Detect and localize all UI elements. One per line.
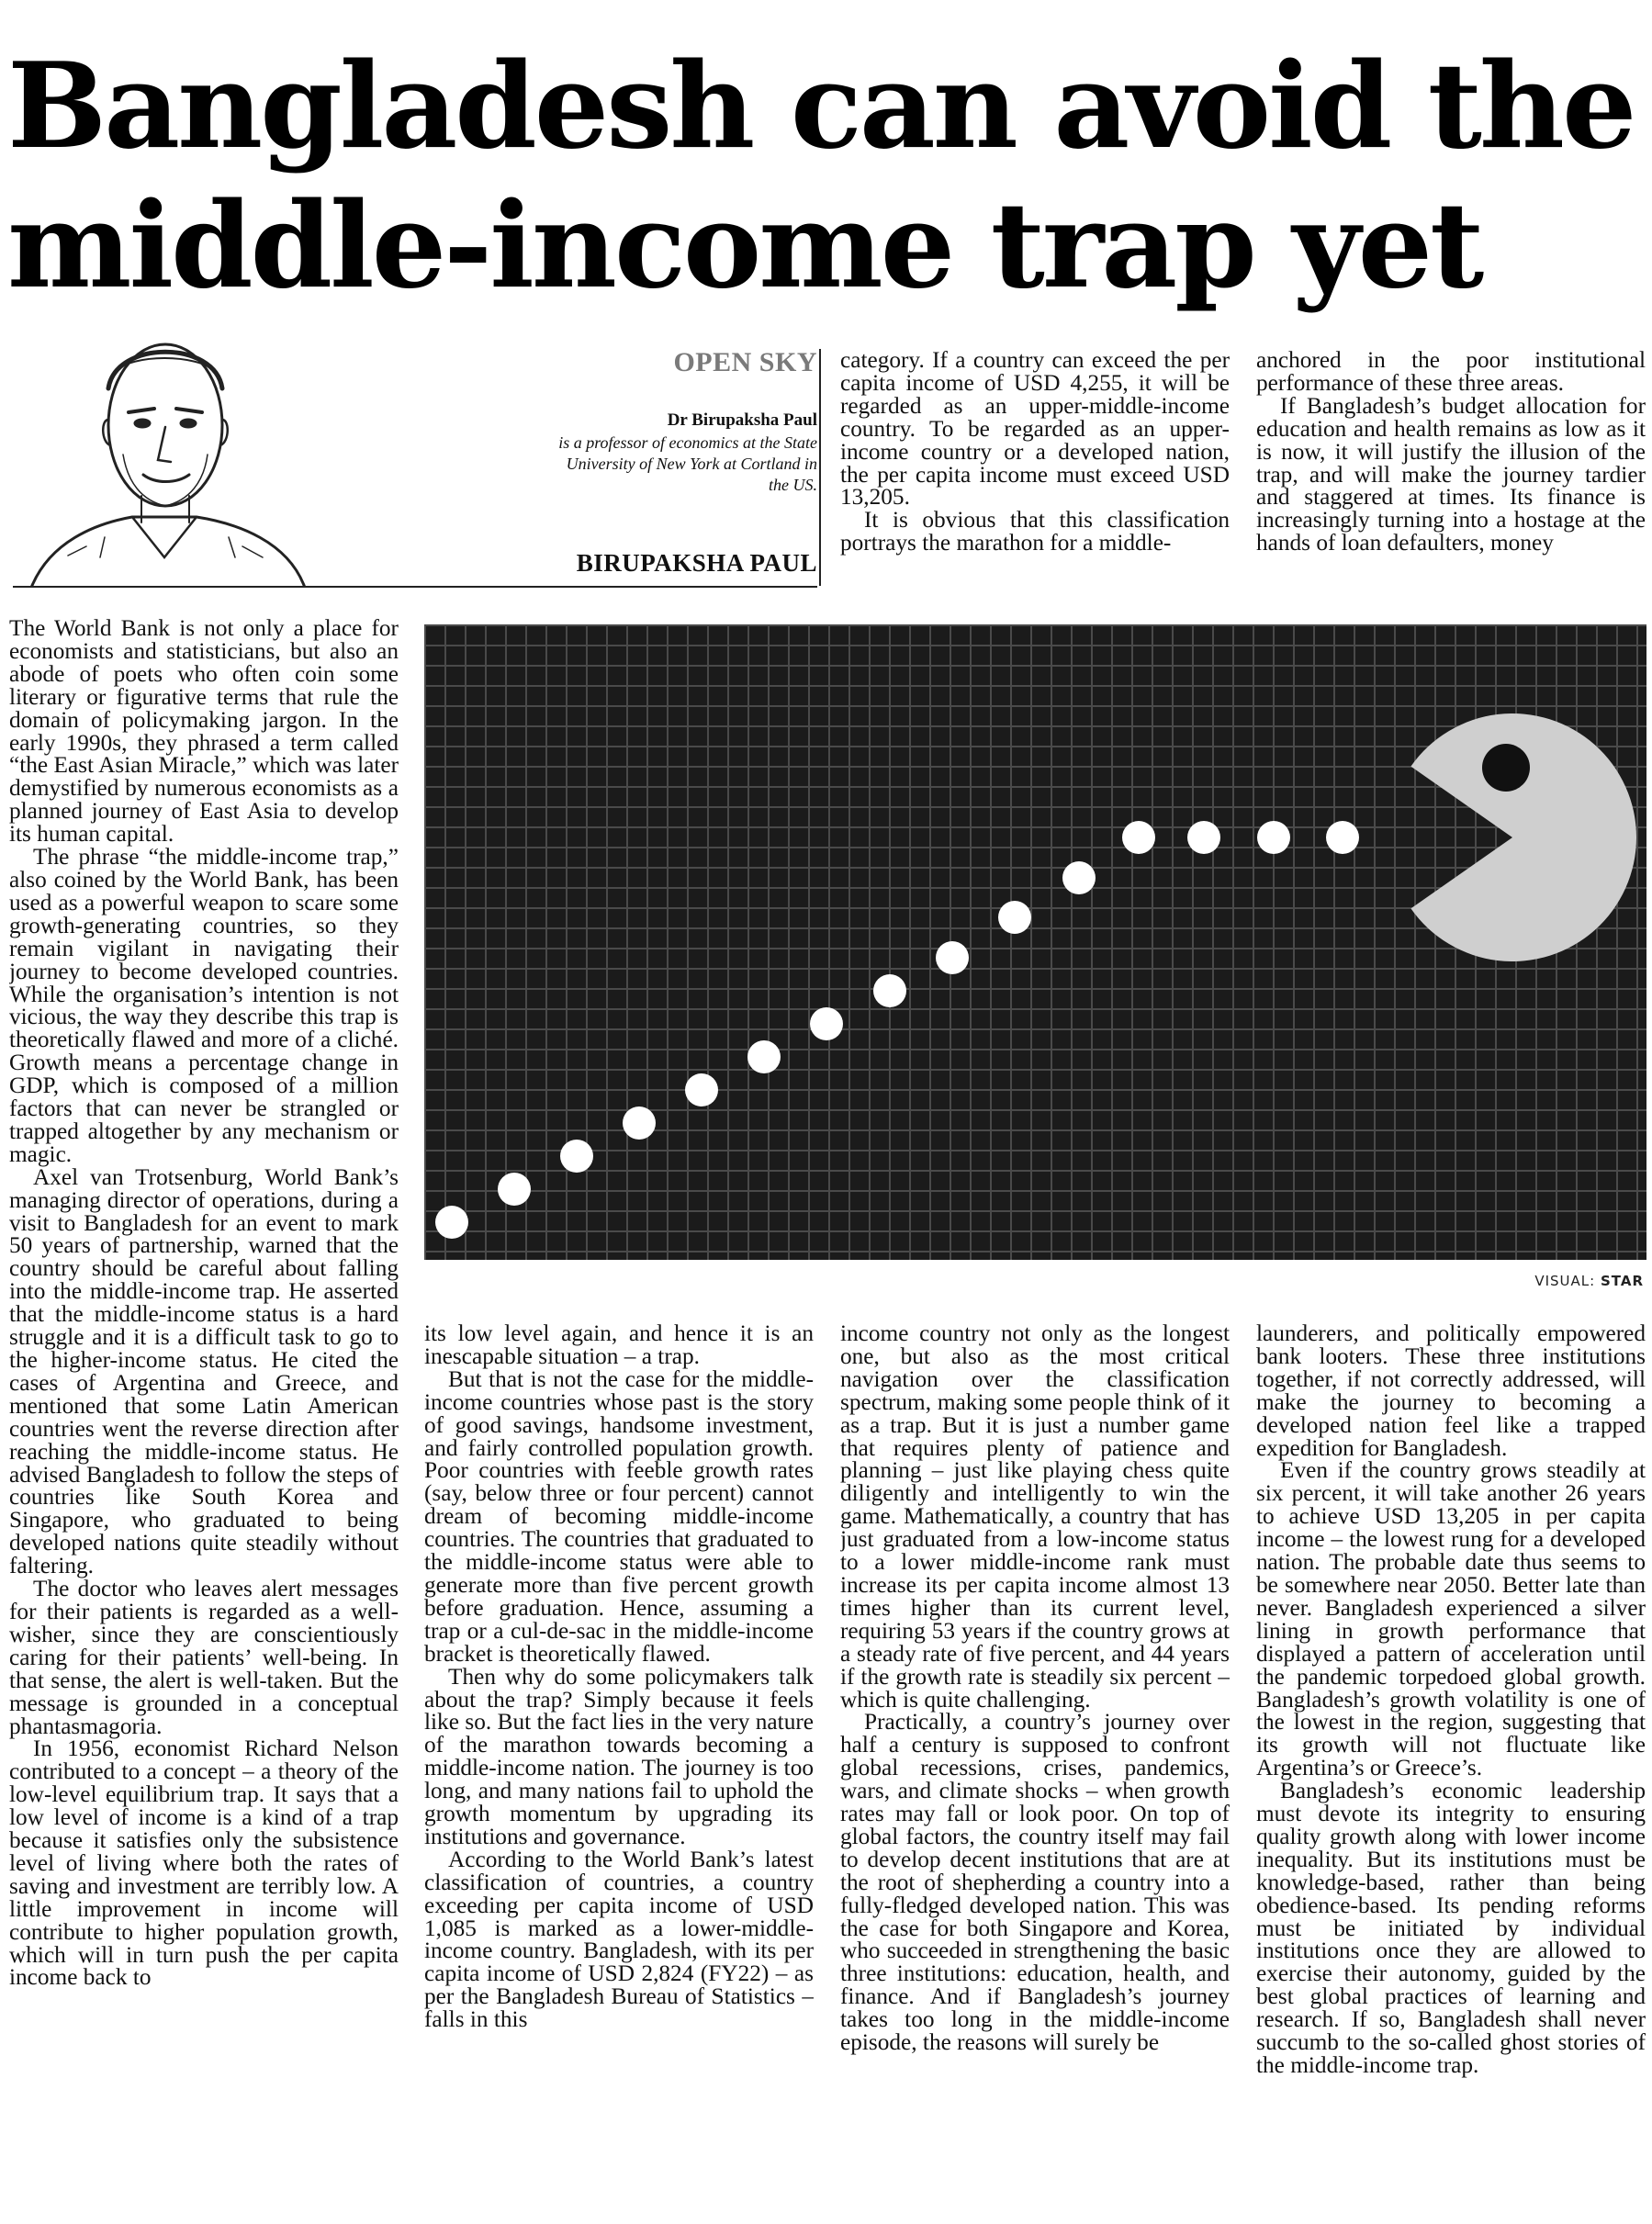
paragraph: Even if the country grows steadily at six percent, it will take another 26 years to achieve USD 13,205 in per capita income – the lowest rung for a developed nation. The probable date thus seems to be somewhere near 2050. Better late than never. Bangladesh experienced a silver lining in growth performance that displayed a pattern of acceleration until the pandemic torpedoed global growth. Bangladesh’s growth volatility is one of the lowest in the region, suggesting that its growth will not fluctuate like Argentina’s or Greece’s. — [1256, 1457, 1646, 1781]
paragraph: The World Bank is not only a place for economists and statisticians, but also an abode of poets who often coin some literary or figurative terms that rule the domain of policymaking jargon. In the early 1990s, they phrased a term called “the East Asian Miracle,” which was later demystified by numerous economists as a planned journey of East Asia to develop its human capital. — [9, 617, 399, 848]
body-column-3-bottom — [840, 1322, 1230, 2219]
paragraph: category. If a country can exceed the per capita income of USD 4,255, it will be regarded as an upper-middle-income country. To be regarded as an upper-income country or a developed nation, the per capita income must exceed USD 13,205. — [840, 349, 1230, 511]
paragraph: Practically, a country’s journey over half a century is supposed to confront global recessions, crises, pandemics, wars, and climate shocks – when growth rates may fall or look poor. On top of global factors, the country itself may fail to develop decent institutions that are at the root of shepherding a country into a fully-fledged developed nation. This was the case for both Singapore and Korea, who succeeded in strengthening the basic three institutions: education, health, and finance. And if Bangladesh’s journey takes too long in the middle-income episode, the reasons will surely be — [840, 1709, 1230, 2056]
pellet — [1187, 821, 1220, 854]
paragraph: anchored in the poor institutional performance of these three areas. — [1256, 349, 1646, 396]
pellet — [747, 1040, 781, 1073]
pellet — [435, 1206, 468, 1239]
pellet — [1062, 861, 1096, 894]
paragraph: launderers, and politically empowered bank looters. These three institutions together, if not correctly addressed, will make the journey to becoming a developed nation feel like a trapped expedition for Bangladesh. — [1256, 1322, 1646, 1461]
pacman-eye — [1482, 744, 1530, 792]
author-info — [551, 409, 817, 496]
author-bio: is a professor of economics at the State University of New York at Cortland in the US. — [558, 433, 817, 494]
author-portrait — [13, 317, 316, 588]
paragraph: But that is not the case for the middle-income countries whose past is the story of good savings, handsome investment, and fairly controlled population growth. Poor countries with feeble growth rates (say, below three or four percent) cannot dream of becoming middle-income countries. The countries that graduated to the middle-income status were able to generate more than five percent growth before graduation. Hence, assuming a trap or a cul-de-sac in the middle-income bracket is theoretically flawed. — [424, 1365, 814, 1667]
pellet — [998, 901, 1031, 934]
paragraph: income country not only as the longest one, but also as the most critical navigation over the classification spectrum, making some people think of it as a trap. But it is just a number game that requires plenty of patience and planning – just like playing chess quite diligently and intelligently to win the game. Mathematically, a country that has just graduated from a low-income status to a lower middle-income rank must increase its per capita income almost 13 times higher than its current level, requiring 53 years if the country grows at a steady rate of five percent, and 44 years if the growth rate is steadily six percent – which is quite challenging. — [840, 1322, 1230, 1713]
pellet — [623, 1106, 656, 1140]
pacman-svg — [424, 624, 1646, 1260]
body-column-3-top — [840, 349, 1230, 590]
paragraph: According to the World Bank’s latest classification of countries, a country exceeding per capita income of USD 1,085 is marked as a lower-middle-income country. Bangladesh, with its per capita income of USD 2,824 (FY22) – as per the Bangladesh Bureau of Statistics – falls in this — [424, 1846, 814, 2033]
headline-line-2: middle-income trap yet — [7, 177, 1482, 315]
paragraph: The doctor who leaves alert messages for their patients is regarded as a well-wisher, since they are conscientiously caring for their patients’ well-being. In that sense, the alert is well-taken. But the message is grounded in a conceptual phantasmagoria. — [9, 1576, 399, 1739]
paragraph: Axel van Trotsenburg, World Bank’s managing director of operations, during a visit to Bangladesh for an event to mark 50 years of partnership, warned that the country should be careful about falling into the middle-income trap. He asserted that the middle-income status is a hard struggle and it is a difficult task to go to the higher-income status. He cited the cases of Argentina and Greece, and mentioned that some Latin American countries went the reverse direction after reaching the middle-income status. He advised Bangladesh to follow the steps of countries like South Korea and Singapore, who graduated to being developed nations quite steadily without faltering. — [9, 1163, 399, 1579]
body-column-4-bottom — [1256, 1322, 1646, 2219]
body-column-1 — [9, 617, 399, 2219]
pellet — [685, 1073, 718, 1106]
pacman — [1410, 713, 1636, 961]
pellet — [810, 1007, 843, 1040]
byline: BIRUPAKSHA PAUL — [576, 549, 817, 577]
pellet — [560, 1140, 593, 1173]
pellet — [936, 941, 969, 974]
column-divider — [819, 349, 821, 586]
headline-line-1: Bangladesh can avoid the — [7, 38, 1635, 175]
author-section-rule — [13, 586, 817, 588]
pellet — [873, 974, 906, 1007]
paragraph: its low level again, and hence it is an inescapable situation – a trap. — [424, 1322, 814, 1369]
author-name: Dr Birupaksha Paul — [667, 410, 817, 430]
pacman-illustration — [424, 624, 1646, 1260]
headline — [7, 37, 1642, 316]
body-column-4-top — [1256, 349, 1646, 590]
paragraph: It is obvious that this classification portrays the marathon for a middle- — [840, 507, 1230, 556]
paragraph: In 1956, economist Richard Nelson contributed to a concept – a theory of the low-level equilibrium trap. It says that a low level of income is a kind of a trap because it satisfies only the subsistence level of living where both the rates of saving and investment are terribly low. A little improvement in income will contribute to higher population growth, which will in turn push the per capita income back to — [9, 1735, 399, 1991]
pellet — [1326, 821, 1359, 854]
paragraph: The phrase “the middle-income trap,” also coined by the World Bank, has been used as a powerful weapon to scare some growth-generating countries, so they remain vigilant in navigating their journey to become developed countries. While the organisation’s intention is not vicious, the way they describe this trap is theoretically flawed and more of a cliché. Growth means a percentage change in GDP, which is composed of a million factors that can never be strangled or trapped altogether by any mechanism or magic. — [9, 844, 399, 1167]
visual-credit-source: STAR — [1600, 1273, 1644, 1289]
pellet — [1257, 821, 1290, 854]
paragraph: If Bangladesh’s budget allocation for education and health remains as low as it is now, it will justify the illusion of the trap, and will make the journey tardier and staggered at times. Its finance is increasingly turning into a hostage at the hands of loan defaulters, money — [1256, 392, 1646, 556]
paragraph: Bangladesh’s economic leadership must devote its integrity to ensuring quality growth along with lower income inequality. But its institutions must be knowledge-based, rather than being obedience-based. Its pending reforms must be initiated by individual institutions once they are allowed to exercise their autonomy, guided by the best global practices of learning and research. If so, Bangladesh shall never succumb to the so-called ghost stories of the middle-income trap. — [1256, 1778, 1646, 2078]
pellet — [498, 1173, 531, 1206]
visual-credit-label: VISUAL: — [1534, 1273, 1596, 1289]
column-label: OPEN SKY — [673, 347, 817, 377]
paragraph: Then why do some policymakers talk about the trap? Simply because it feels like so. But the fact lies in the very nature of the marathon towards becoming a middle-income nation. The journey is too long, and many nations fail to uphold the growth momentum by upgrading its institutions and governance. — [424, 1663, 814, 1849]
body-column-2 — [424, 1322, 814, 2219]
pellet — [1122, 821, 1155, 854]
visual-credit — [1377, 1273, 1644, 1289]
